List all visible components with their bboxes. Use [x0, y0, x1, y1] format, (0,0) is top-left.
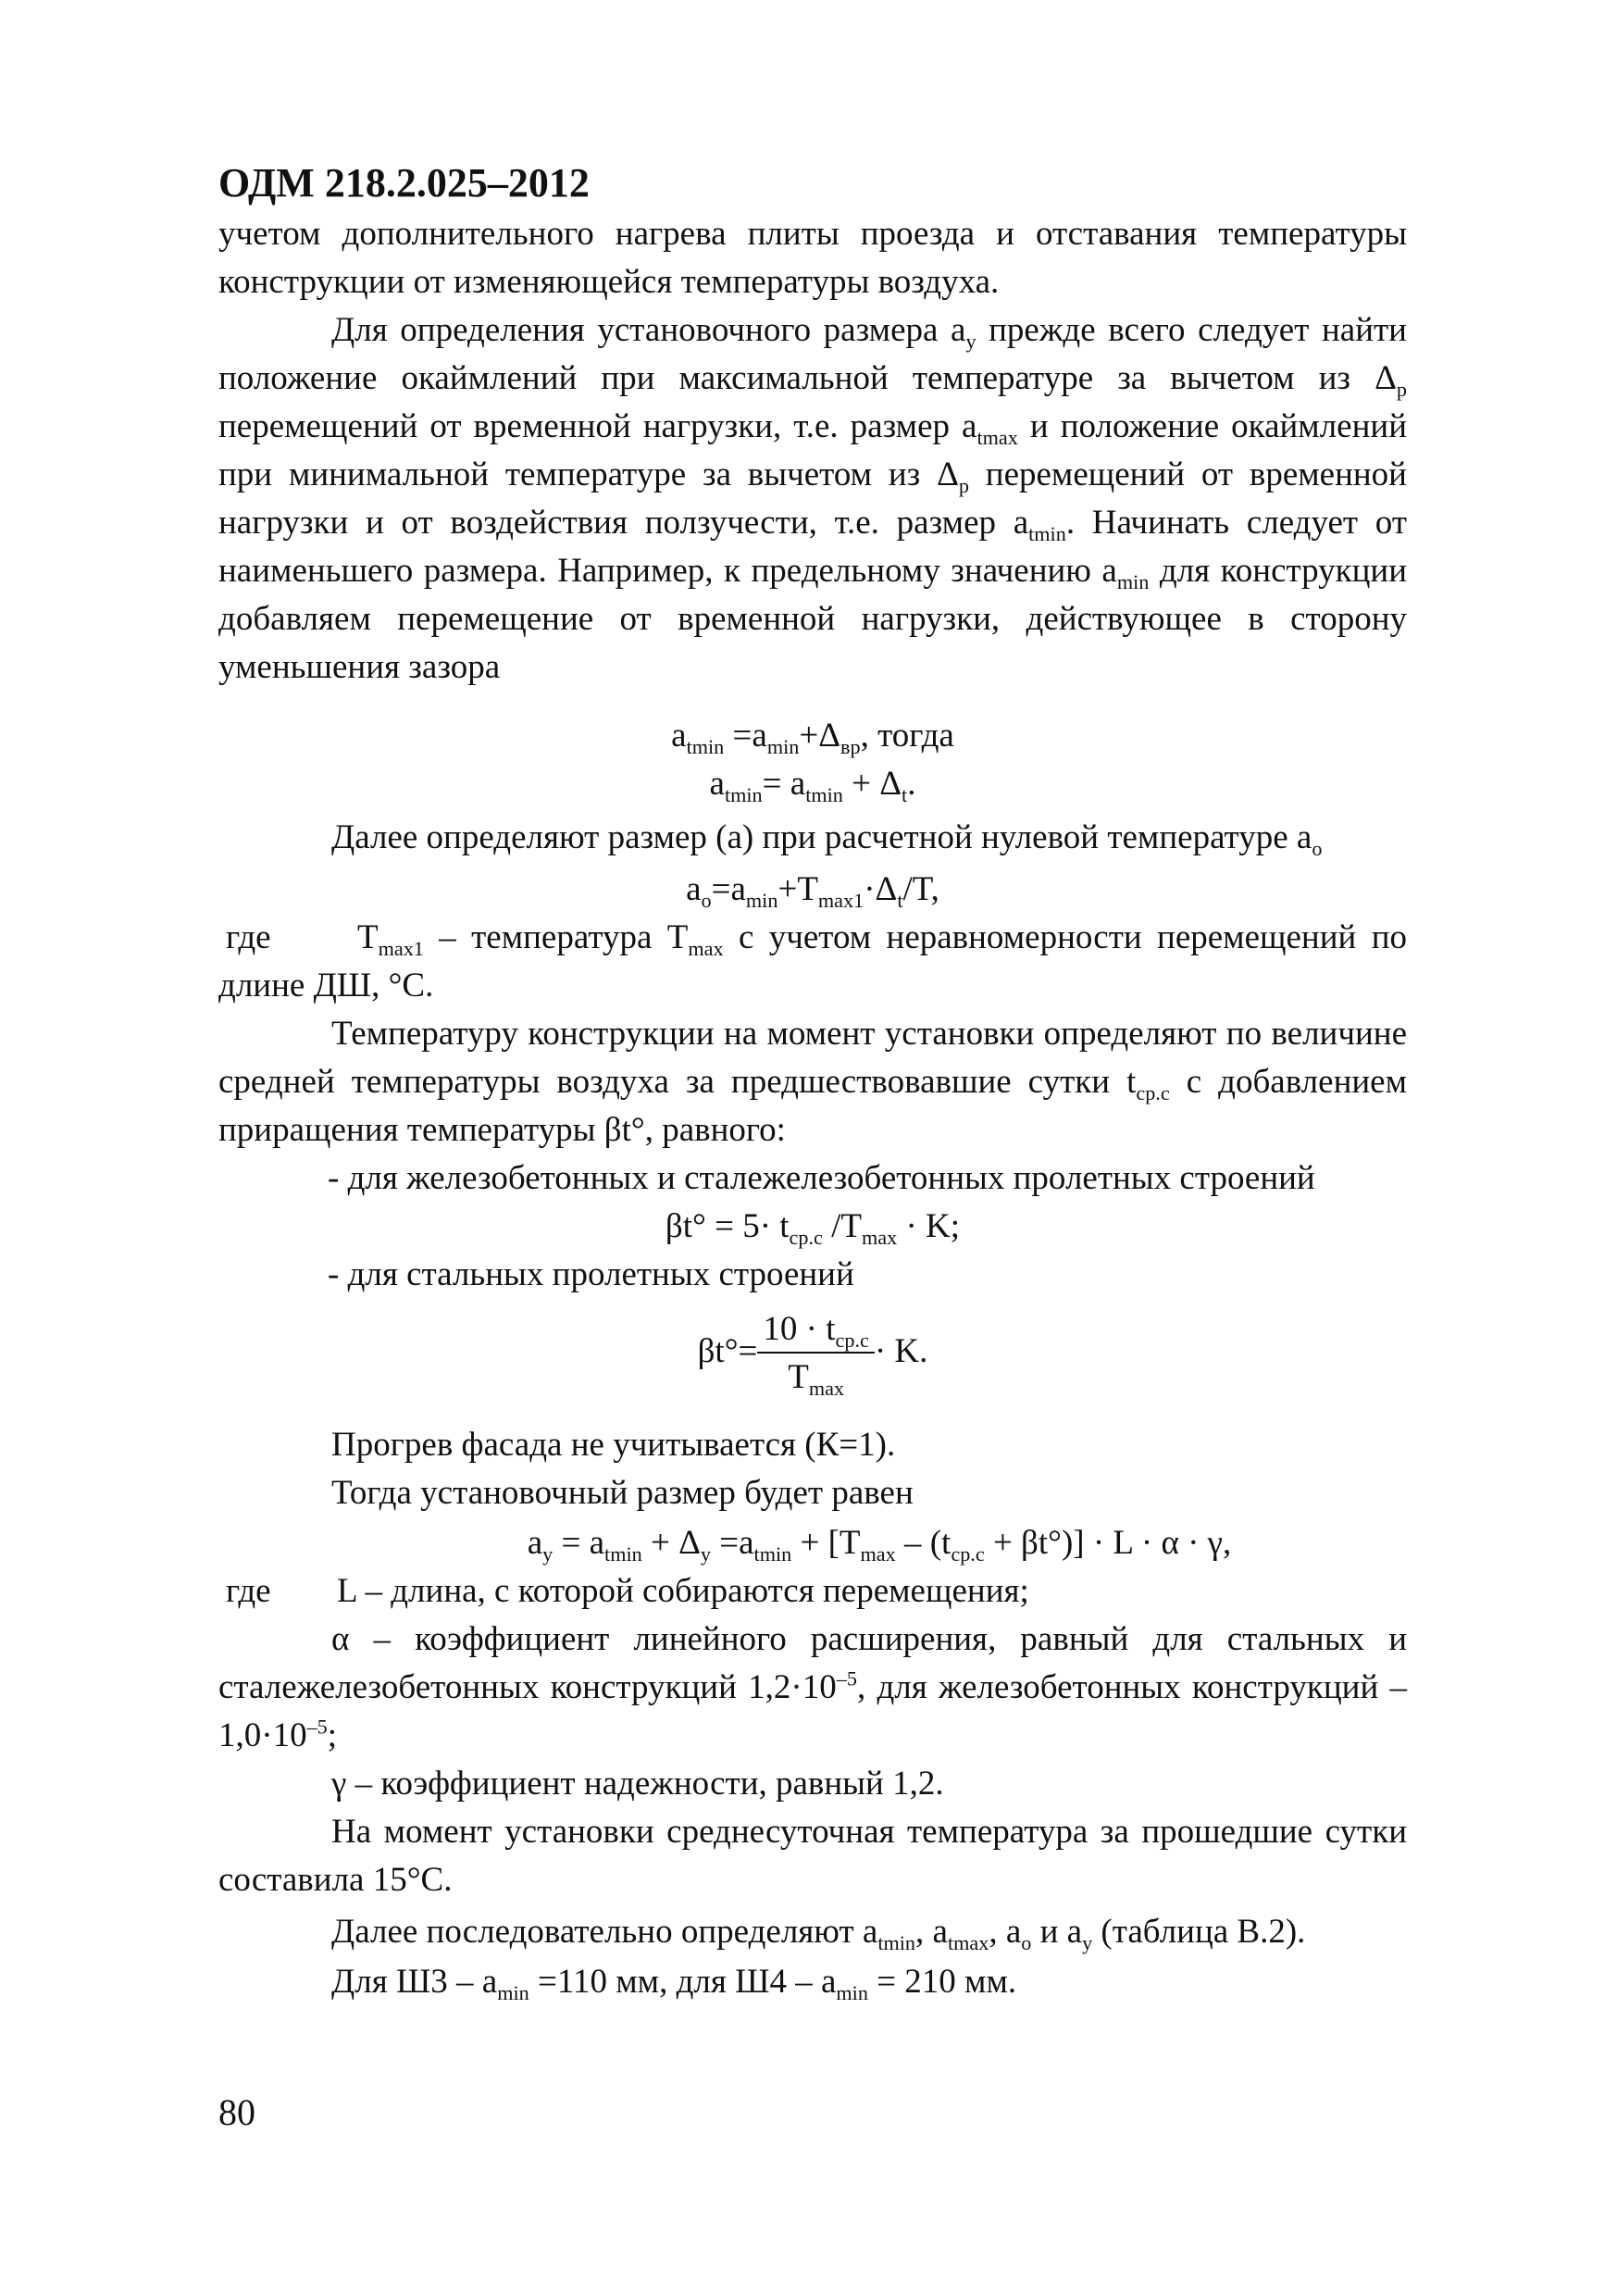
- text-line: Для $Ш3 - a_{min} =110$ мм, для $Ш4 - a_{min} = 210$ мм.: [331, 1963, 1017, 2004]
- page-number: 80: [218, 2091, 255, 2133]
- text-line: Тогда установочный размер будет равен: [331, 1474, 914, 1512]
- equation-atmin-2: $a_{tmin}= a_{tmin} + \Delta_t$.: [709, 765, 916, 806]
- text-line: средней температуры воздуха за предшествовавшие сутки $t_{ср.с}$ с добавлением: [218, 1063, 1408, 1104]
- text-line: конструкции от изменяющейся температуры воздуха.: [218, 263, 1000, 301]
- list-item: - для железобетонных и сталежелезобетонных пролетных строений: [328, 1159, 1315, 1197]
- text-line: Прогрев фасада не учитывается (К=1).: [331, 1426, 896, 1464]
- text-line: нагрузки и от воздействия ползучести, т.е. размер $a_{tmin}$. Начинать следует от: [218, 504, 1407, 545]
- text-line: $T_{max1}$ – температура $T_{max}$ с учетом неравномерности перемещений по: [357, 918, 1407, 960]
- text-line: Далее определяют размер (a) при расчетной нулевой температуре $a_o$: [331, 818, 1323, 860]
- text-line: L – длина, с которой собираются перемещения;: [337, 1572, 1029, 1610]
- text-line: учетом дополнительного нагрева плиты проезда и отставания температуры: [218, 215, 1407, 253]
- equation-ay: $a_у = a_{tmin} + \Delta_у =a_{tmin} + [T_{max} - (t_{ср.с} + \beta t^\circ)] \cdot L \cdot \alpha \cdot \gamma$,: [527, 1524, 1232, 1566]
- where-label: где: [226, 918, 271, 956]
- text-line: Температуру конструкции на момент установки определяют по величине: [331, 1015, 1407, 1053]
- text-line: На момент установки среднесуточная температура за прошедшие сутки: [331, 1813, 1407, 1851]
- text-line: наименьшего размера. Например, к предельному значению $a_{min}$ для конструкции: [218, 552, 1408, 593]
- equation-ao: $a_o=a_{min}+T_{max1}\cdot\Delta_t/T$,: [686, 870, 939, 912]
- text-line: составила 15°С.: [218, 1861, 453, 1899]
- document-code-header: ОДМ 218.2.025–2012: [218, 160, 590, 206]
- text-line: при минимальной температуре за вычетом из $\Delta_р$ перемещений от временной: [218, 455, 1407, 497]
- equation-atmin-1: $a_{tmin} =a_{min}+\Delta_{вр}$, тогда: [671, 717, 954, 758]
- text-line: уменьшения зазора: [218, 648, 501, 686]
- text-line: $1,0\cdot 10^{-5}$;: [218, 1715, 338, 1754]
- text-line: приращения температуры βt°, равного:: [218, 1111, 786, 1149]
- text-line: α – коэффициент линейного расширения, равный для стальных и: [331, 1620, 1407, 1658]
- text-line: перемещений от временной нагрузки, т.е. размер $a_{tmax}$ и положение окаймлений: [218, 407, 1407, 449]
- text-line: γ – коэффициент надежности, равный 1,2.: [331, 1765, 944, 1803]
- where-label: где: [226, 1572, 271, 1610]
- text-line: длине ДШ, °С.: [218, 967, 434, 1004]
- text-line: положение окаймлений при максимальной температуре за вычетом из $\Delta_р$: [218, 359, 1407, 401]
- equation-beta-steel: βt°= $\frac{10 \cdot t_{ср.с}}{T_{max}}$ · K.: [218, 1305, 1407, 1402]
- list-item: - для стальных пролетных строений: [328, 1255, 854, 1293]
- text-line: Для определения установочного размера $a_у$ прежде всего следует найти: [331, 311, 1407, 353]
- text-line: Далее последовательно определяют $a_{tmin}$, $a_{tmax}$, $a_o$ и $a_у$ (таблица В.2).: [331, 1913, 1306, 1954]
- equation-beta-rc: $\beta t^\circ = 5\cdot t_{ср.с}$ $/T_{max} \cdot K$;: [665, 1207, 961, 1249]
- text-line: сталежелезобетонных конструкций $1,2\cdot 10^{-5}$, для железобетонных конструкций –: [218, 1666, 1408, 1706]
- fraction: $\frac{10 \cdot t_{ср.с}}{T_{max}}$: [757, 1307, 874, 1402]
- text-line: добавляем перемещение от временной нагрузки, действующее в сторону: [218, 600, 1407, 638]
